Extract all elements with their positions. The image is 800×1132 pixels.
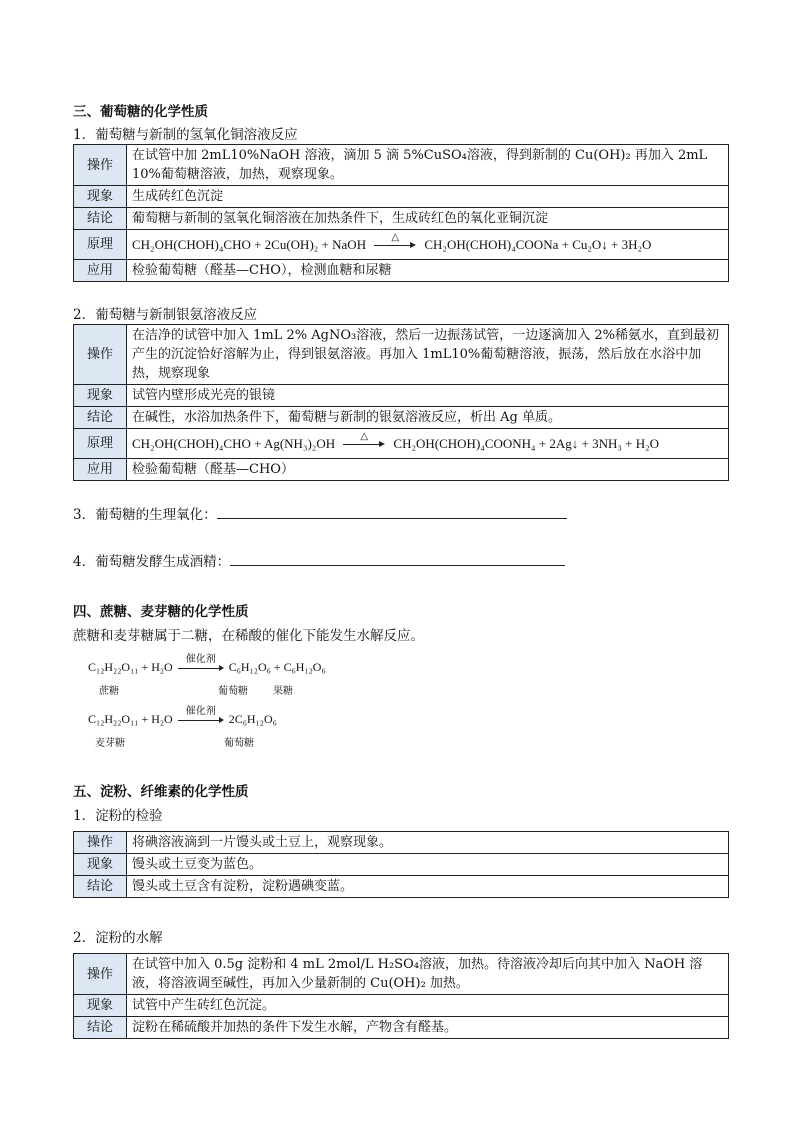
table-row <box>74 145 729 186</box>
row-text: 在洁净的试管中加入 1mL 2% AgNO₃溶液，然后一边振荡试管，一边逐滴加入 2%稀氨水，直到最初产生的沉淀恰好溶解为止，得到银氨溶液。再加入 1mL10%葡萄糖溶液，振荡，然后放在水浴中加热，规察现象 <box>127 325 729 385</box>
subsection-3-2-title: 2．葡萄糖与新制银氨溶液反应 <box>73 307 258 323</box>
row-label: 原理 <box>74 429 127 459</box>
row-label: 现象 <box>74 854 127 876</box>
row-text: 检验葡萄糖（醛基—CHO） <box>127 459 729 481</box>
table-row <box>74 260 729 282</box>
equation-rhs: CH₂OH(CHOH)₄COONa + Cu₂O↓ + 3H₂O <box>424 236 652 252</box>
subsection-5-1-title: 1．淀粉的检验 <box>73 808 163 824</box>
answer-blank[interactable] <box>230 553 565 566</box>
reaction-arrow <box>374 232 416 251</box>
row-label: 操作 <box>74 832 127 854</box>
table-row <box>74 954 729 995</box>
table-row <box>74 186 729 208</box>
equation-cell <box>127 230 729 260</box>
table-starch-hydrolysis <box>73 953 729 1039</box>
reaction-lhs: C₁₂H₂₂O₁₁ + H₂O <box>88 660 173 674</box>
row-label: 现象 <box>74 186 127 208</box>
subsection-3-1-title: 1．葡萄糖与新制的氢氧化铜溶液反应 <box>73 127 298 143</box>
table-row <box>74 230 729 260</box>
table-starch-test <box>73 831 729 898</box>
row-label: 结论 <box>74 876 127 898</box>
row-text: 生成砖红色沉淀 <box>127 186 729 208</box>
heat-symbol: △ <box>391 232 400 243</box>
section-5-title: 五、淀粉、纤维素的化学性质 <box>73 784 249 800</box>
reaction-lhs: C₁₂H₂₂O₁₁ + H₂O <box>88 712 173 726</box>
row-label: 结论 <box>74 407 127 429</box>
section-3-title: 三、葡萄糖的化学性质 <box>73 104 208 120</box>
row-text: 试管内壁形成光亮的银镜 <box>127 385 729 407</box>
heat-symbol: △ <box>360 431 369 442</box>
row-label: 现象 <box>74 385 127 407</box>
row-label: 操作 <box>74 325 127 385</box>
row-text: 将碘溶液滴到一片馒头或土豆上，观察现象。 <box>127 832 729 854</box>
reaction-rhs: 2C₆H₁₂O₆ <box>228 712 277 726</box>
row-label: 操作 <box>74 145 127 186</box>
label-maltose: 麦芽糖 <box>95 738 125 749</box>
table-row <box>74 876 729 898</box>
catalyst-label: 催化剂 <box>185 706 216 718</box>
table-copper-hydroxide-reaction <box>73 144 729 282</box>
answer-blank[interactable] <box>217 506 567 519</box>
row-label: 结论 <box>74 208 127 230</box>
row-label: 操作 <box>74 954 127 995</box>
row-text: 馒头或土豆含有淀粉，淀粉遇碘变蓝。 <box>127 876 729 898</box>
subsection-3-3-label: 3．葡萄糖的生理氧化： <box>73 507 217 523</box>
equation-lhs: CH₂OH(CHOH)₄CHO + Ag(NH₃)₂OH <box>132 435 336 451</box>
table-row <box>74 459 729 481</box>
equation-cell <box>127 429 729 459</box>
label-fructose: 果糖 <box>273 686 293 697</box>
row-label: 应用 <box>74 260 127 282</box>
reaction-maltose-hydrolysis <box>88 706 277 727</box>
subsection-3-4-label: 4．葡萄糖发酵生成酒精： <box>73 554 231 570</box>
subsection-3-3 <box>73 503 567 523</box>
reaction-sucrose-hydrolysis <box>88 654 326 675</box>
row-text: 葡萄糖与新制的氢氧化铜溶液在加热条件下，生成砖红色的氧化亚铜沉淀 <box>127 208 729 230</box>
row-text: 在碱性，水浴加热条件下，葡萄糖与新制的银氨溶液反应，析出 Ag 单质。 <box>127 407 729 429</box>
section-4-title: 四、蔗糖、麦芽糖的化学性质 <box>73 604 249 620</box>
equation-lhs: CH₂OH(CHOH)₄CHO + 2Cu(OH)₂ + NaOH <box>132 236 367 252</box>
table-row <box>74 407 729 429</box>
row-label: 现象 <box>74 995 127 1017</box>
label-sucrose: 蔗糖 <box>99 686 119 697</box>
table-row <box>74 385 729 407</box>
table-row <box>74 832 729 854</box>
label-glucose: 葡萄糖 <box>224 738 254 749</box>
reaction-rhs: C₆H₁₂O₆ + C₆H₁₂O₆ <box>228 660 326 674</box>
label-glucose: 葡萄糖 <box>218 686 248 697</box>
reaction-arrow <box>178 654 224 673</box>
table-row <box>74 1017 729 1039</box>
catalyst-label: 催化剂 <box>185 654 216 666</box>
row-text: 淀粉在稀硫酸并加热的条件下发生水解，产物含有醛基。 <box>127 1017 729 1039</box>
row-label: 结论 <box>74 1017 127 1039</box>
subsection-3-4 <box>73 550 565 570</box>
table-row <box>74 995 729 1017</box>
section-4-intro: 蔗糖和麦芽糖属于二糖，在稀酸的催化下能发生水解反应。 <box>73 628 424 644</box>
row-text: 试管中产生砖红色沉淀。 <box>127 995 729 1017</box>
row-label: 应用 <box>74 459 127 481</box>
table-row <box>74 208 729 230</box>
table-row <box>74 429 729 459</box>
subsection-5-2-title: 2．淀粉的水解 <box>73 930 163 946</box>
table-row <box>74 854 729 876</box>
row-text: 在试管中加 2mL10%NaOH 溶液，滴加 5 滴 5%CuSO₄溶液，得到新制的 Cu(OH)₂ 再加入 2mL 10%葡萄糖溶液，加热，观察现象。 <box>127 145 729 186</box>
row-text: 在试管中加入 0.5g 淀粉和 4 mL 2mol/L H₂SO₄溶液，加热。待溶液冷却后向其中加入 NaOH 溶液，将溶液调至碱性，再加入少量新制的 Cu(OH)₂ 加热。 <box>127 954 729 995</box>
table-row <box>74 325 729 385</box>
reaction-arrow <box>178 706 224 725</box>
table-silver-mirror-reaction <box>73 324 729 481</box>
reaction-arrow <box>343 431 385 450</box>
equation-rhs: CH₂OH(CHOH)₄COONH₄ + 2Ag↓ + 3NH₃ + H₂O <box>393 435 660 451</box>
row-text: 检验葡萄糖（醛基—CHO），检测血糖和尿糖 <box>127 260 729 282</box>
row-label: 原理 <box>74 230 127 260</box>
row-text: 馒头或土豆变为蓝色。 <box>127 854 729 876</box>
